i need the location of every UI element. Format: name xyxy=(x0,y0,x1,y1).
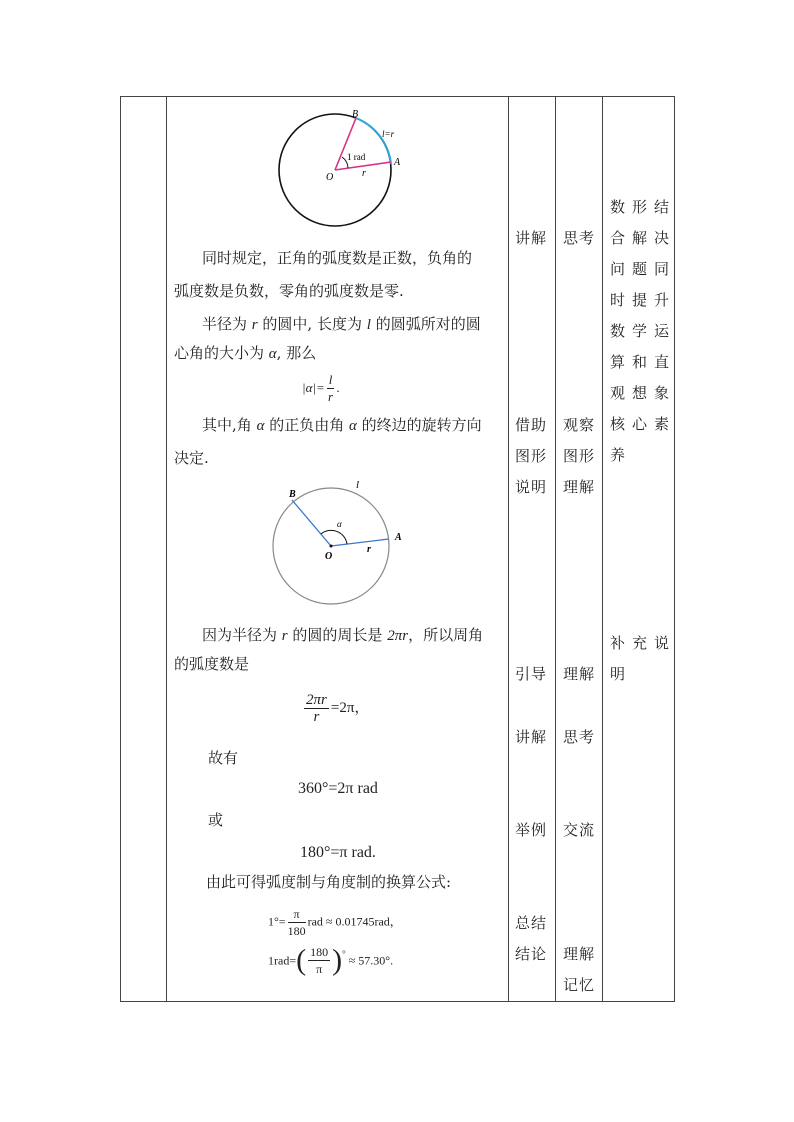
intent-line-1: 数形结 xyxy=(610,198,677,216)
method-cell-use-1: 借助 xyxy=(515,416,548,434)
table-top-border xyxy=(120,96,675,97)
figure2-radius-OB xyxy=(292,500,331,546)
method-cell-explain-2: 讲解 xyxy=(515,728,548,746)
intent-line-6: 算和直 xyxy=(610,353,677,371)
table-border-left xyxy=(120,96,121,1002)
figure2-angle-arc xyxy=(321,530,347,544)
intent-line-3: 问题同 xyxy=(610,260,677,278)
intent-line-5: 数学运 xyxy=(610,322,677,340)
paragraph-radius-line1: 半径为 r 的圆中, 长度为 l 的圆弧所对的圆 xyxy=(202,315,481,333)
figure1-label-lr: l=r xyxy=(382,129,395,139)
formula-one-degree: 1°= $\frac{\pi}{180}$ rad ≈ 0.01745rad， xyxy=(268,907,402,938)
table-border-col3 xyxy=(555,96,556,1002)
table-border-col2 xyxy=(508,96,509,1002)
activity-cell-observe-1: 观察 xyxy=(563,416,596,434)
paragraph-sign-rule-line2: 弧度数是负数，零角的弧度数是零. xyxy=(174,282,404,300)
activity-cell-memorize: 记忆 xyxy=(563,976,596,994)
method-cell-use-2: 图形 xyxy=(515,447,548,465)
intent-line-4: 时提升 xyxy=(610,291,677,309)
text-therefore: 故有 xyxy=(208,749,239,767)
intent-supplement-line-2: 明 xyxy=(610,665,633,683)
figure1-label-O: O xyxy=(326,172,334,183)
method-cell-explain-1: 讲解 xyxy=(515,229,548,247)
figure1-label-A: A xyxy=(394,157,401,168)
method-cell-guide: 引导 xyxy=(515,665,548,683)
figure2-radius-OA xyxy=(331,539,389,546)
activity-cell-discuss: 交流 xyxy=(563,821,596,839)
figure1-radius-OB xyxy=(335,118,356,170)
activity-cell-think-2: 思考 xyxy=(563,728,596,746)
figure2-label-B: B xyxy=(289,489,296,500)
figure2-center-dot xyxy=(330,545,333,548)
activity-cell-understand-2: 理解 xyxy=(563,945,596,963)
activity-cell-observe-3: 理解 xyxy=(563,478,596,496)
table-bottom-border xyxy=(120,1001,675,1002)
central-angle-figure xyxy=(265,474,415,608)
method-cell-summary-1: 总结 xyxy=(515,914,548,932)
table-border-col4 xyxy=(602,96,603,1002)
figure1-label-B: B xyxy=(352,109,359,120)
intent-line-8: 核心素 xyxy=(610,415,677,433)
intent-line-7: 观想象 xyxy=(610,384,677,402)
formula-alpha-equals-l-over-r: |α|= $\frac{l}{r}$ . xyxy=(302,372,340,404)
formula-180-degrees: 180°=π rad. xyxy=(300,844,376,861)
activity-cell-observe-2: 图形 xyxy=(563,447,596,465)
method-cell-example: 举例 xyxy=(515,821,548,839)
table-border-col1 xyxy=(166,96,167,1002)
formula-full-angle-radian: $\frac{2\pi r}{r}$ =2π， xyxy=(306,692,370,725)
paragraph-circumference-line2: 的弧度数是 xyxy=(174,655,250,673)
paragraph-direction-line2: 决定. xyxy=(174,449,209,467)
intent-line-2: 合解决 xyxy=(610,229,677,247)
paragraph-circumference-line1: 因为半径为 r 的圆的周长是 2πr，所以周角 xyxy=(202,626,484,644)
figure2-label-r: r xyxy=(367,544,371,555)
intent-supplement-line-1: 补充说 xyxy=(610,634,677,652)
figure2-label-l: l xyxy=(356,479,360,491)
figure1-label-r: r xyxy=(362,168,366,179)
paragraph-conversion-intro: 由此可得弧度制与角度制的换算公式: xyxy=(206,873,452,891)
method-cell-summary-2: 结论 xyxy=(515,945,548,963)
formula-one-radian: 1rad=( $\frac{180}{\pi}$ )° ≈ 57.30°. xyxy=(268,943,394,977)
figure2-label-alpha: α xyxy=(337,519,342,529)
formula-360-degrees: 360°=2π rad xyxy=(298,780,378,797)
paragraph-direction-line1: 其中,角 α 的正负由角 α 的终边的旋转方向 xyxy=(202,416,482,434)
method-cell-use-3: 说明 xyxy=(515,478,548,496)
activity-cell-think-1: 思考 xyxy=(563,229,596,247)
text-or: 或 xyxy=(208,811,224,829)
radian-definition-figure xyxy=(270,106,420,230)
figure1-label-rad: 1 rad xyxy=(347,152,366,162)
figure2-label-O: O xyxy=(325,551,333,562)
activity-cell-understand-1: 理解 xyxy=(563,665,596,683)
figure2-label-A: A xyxy=(395,532,402,543)
paragraph-radius-line2: 心角的大小为 α, 那么 xyxy=(174,344,317,362)
paragraph-sign-rule-line1: 同时规定，正角的弧度数是正数，负角的 xyxy=(202,249,473,267)
intent-line-9: 养 xyxy=(610,446,633,464)
